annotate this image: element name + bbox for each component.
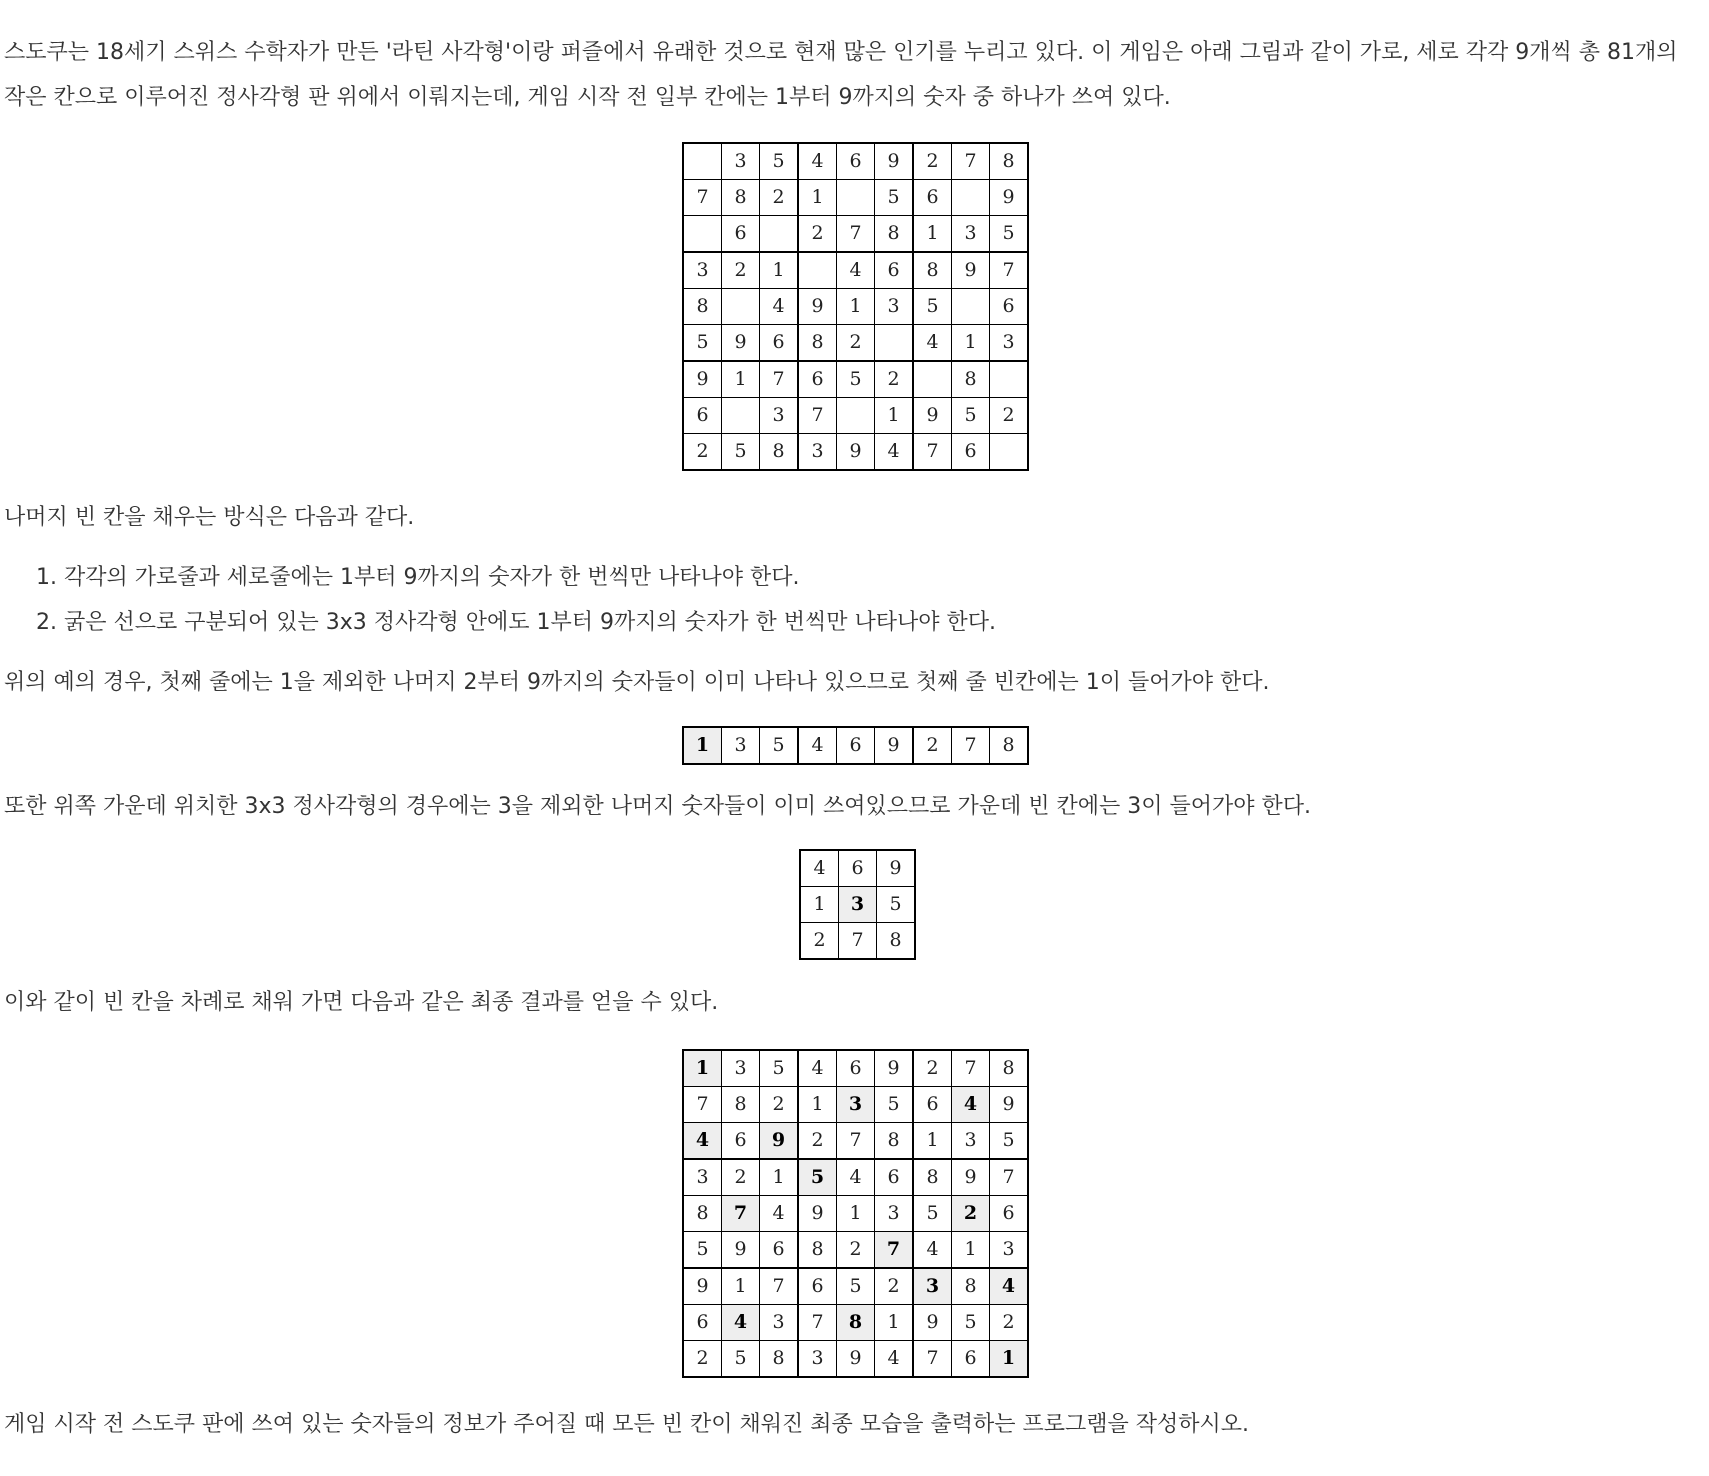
grid-cell: 3 [722,727,760,764]
grid-cell: 5 [952,1305,990,1341]
grid-cell: 4 [760,289,799,325]
grid-cell: 4 [683,1123,722,1160]
grid-cell: 4 [875,1341,914,1378]
grid-cell: 2 [722,1159,760,1196]
grid-cell: 3 [990,1232,1029,1269]
grid-cell: 8 [683,1196,722,1232]
grid-cell: 2 [913,727,952,764]
grid-cell: 3 [952,216,990,253]
grid-cell: 6 [837,1050,875,1087]
grid-cell: 7 [683,180,722,216]
grid-cell: 1 [798,180,837,216]
grid-cell: 7 [798,398,837,434]
grid-cell: 2 [837,325,875,362]
grid-cell: 2 [798,216,837,253]
grid-row [683,398,1028,434]
grid-cell: 2 [913,143,952,180]
grid-cell: 4 [760,1196,799,1232]
grid-row [683,252,1028,289]
grid-cell: 7 [839,923,877,960]
grid-cell: 1 [837,289,875,325]
grid-row [800,923,915,960]
grid-row [683,1196,1028,1232]
grid-row [683,325,1028,362]
grid-cell: 4 [913,1232,952,1269]
grid-cell: 3 [798,1341,837,1378]
grid-cell: 2 [952,1196,990,1232]
grid-cell: 5 [760,727,799,764]
grid-row [683,180,1028,216]
grid-cell: 6 [722,1123,760,1160]
intro-line-2: 작은 칸으로 이루어진 정사각형 판 위에서 이뤄지는데, 게임 시작 전 일부 칸에는 1부터 9까지의 숫자 중 하나가 쓰여 있다. [4,85,1171,110]
grid-cell: 6 [683,1305,722,1341]
grid-cell: 7 [837,1123,875,1160]
grid-cell: 3 [798,434,837,471]
grid-cell: 2 [800,923,839,960]
grid-cell [722,289,760,325]
grid-cell: 3 [990,325,1029,362]
grid-cell: 7 [990,1159,1029,1196]
grid-cell: 3 [760,398,799,434]
grid-row [683,1050,1028,1087]
grid-cell: 5 [722,1341,760,1378]
grid-cell: 6 [837,143,875,180]
grid-cell: 7 [913,1341,952,1378]
grid-cell: 6 [913,180,952,216]
grid-row [683,1305,1028,1341]
example-box-text: 또한 위쪽 가운데 위치한 3x3 정사각형의 경우에는 3을 제외한 나머지 숫자들이 이미 쓰여있으므로 가운데 빈 칸에는 3이 들어가야 한다. [4,794,1311,819]
grid-cell: 6 [875,1159,914,1196]
example-row-text: 위의 예의 경우, 첫째 줄에는 1을 제외한 나머지 2부터 9까지의 숫자들이 이미 나타나 있으므로 첫째 줄 빈칸에는 1이 들어가야 한다. [4,670,1270,695]
grid-cell: 9 [798,289,837,325]
grid-cell: 9 [952,1159,990,1196]
grid-cell: 8 [913,1159,952,1196]
grid-row [683,1087,1028,1123]
grid-cell: 3 [913,1268,952,1305]
grid-row [683,216,1028,253]
grid-cell: 3 [875,1196,914,1232]
fill-method-text: 나머지 빈 칸을 채우는 방식은 다음과 같다. [4,505,415,530]
grid-cell: 5 [683,1232,722,1269]
grid-cell: 8 [760,434,799,471]
grid-cell: 7 [952,727,990,764]
grid-cell: 9 [990,180,1029,216]
grid-cell: 1 [722,361,760,398]
grid-cell: 1 [683,727,722,764]
grid-cell: 2 [875,1268,914,1305]
grid-cell: 9 [875,727,914,764]
grid-cell: 8 [990,1050,1029,1087]
grid-row [683,289,1028,325]
grid-cell [875,325,914,362]
grid-cell: 8 [722,1087,760,1123]
grid-row [683,361,1028,398]
grid-cell [760,216,799,253]
grid-cell: 5 [877,887,916,923]
grid-cell: 5 [837,361,875,398]
grid-cell: 1 [837,1196,875,1232]
grid-cell: 7 [837,216,875,253]
grid-cell: 9 [877,850,916,887]
grid-cell: 8 [913,252,952,289]
grid-cell: 2 [990,1305,1029,1341]
grid-cell: 6 [875,252,914,289]
grid-cell [952,289,990,325]
grid-cell: 1 [683,1050,722,1087]
grid-cell: 5 [952,398,990,434]
grid-cell: 5 [798,1159,837,1196]
rules-list [36,555,996,645]
grid-cell: 2 [875,361,914,398]
grid-row [683,1268,1028,1305]
grid-cell: 8 [837,1305,875,1341]
grid-cell: 3 [722,143,760,180]
grid-cell: 6 [722,216,760,253]
grid-cell: 3 [760,1305,799,1341]
grid-cell: 1 [760,1159,799,1196]
grid-cell: 4 [875,434,914,471]
grid-cell: 7 [760,361,799,398]
grid-cell: 6 [990,289,1029,325]
grid-cell: 8 [952,1268,990,1305]
grid-cell: 5 [722,434,760,471]
rule-2: 2. 굵은 선으로 구분되어 있는 3x3 정사각형 안에도 1부터 9까지의 숫자가 한 번씩만 나타나야 한다. [36,610,996,635]
grid-row [683,1232,1028,1269]
grid-cell: 1 [798,1087,837,1123]
grid-cell: 3 [837,1087,875,1123]
grid-cell: 4 [798,143,837,180]
grid-row [683,1341,1028,1378]
grid-cell [837,398,875,434]
grid-cell: 1 [800,887,839,923]
grid-cell: 6 [683,398,722,434]
grid-cell: 7 [760,1268,799,1305]
grid-cell: 7 [683,1087,722,1123]
grid-cell: 5 [875,180,914,216]
puzzle-sudoku-grid [682,142,1029,471]
grid-cell: 1 [760,252,799,289]
grid-cell: 9 [722,1232,760,1269]
grid-cell: 3 [683,1159,722,1196]
grid-cell: 3 [722,1050,760,1087]
grid-cell: 7 [952,143,990,180]
grid-cell: 6 [952,1341,990,1378]
grid-row [800,887,915,923]
grid-cell: 5 [990,216,1029,253]
grid-cell: 2 [760,180,799,216]
grid-cell: 8 [952,361,990,398]
grid-cell: 5 [683,325,722,362]
grid-cell: 2 [760,1087,799,1123]
grid-row [683,727,1028,764]
grid-cell: 1 [913,216,952,253]
grid-cell: 1 [913,1123,952,1160]
rule-1: 1. 각각의 가로줄과 세로줄에는 1부터 9까지의 숫자가 한 번씩만 나타나야 한다. [36,565,800,590]
grid-cell [990,361,1029,398]
result-intro-text: 이와 같이 빈 칸을 차례로 채워 가면 다음과 같은 최종 결과를 얻을 수 있다. [4,990,719,1015]
grid-cell: 8 [760,1341,799,1378]
grid-cell: 7 [722,1196,760,1232]
grid-cell: 5 [837,1268,875,1305]
grid-cell: 6 [837,727,875,764]
intro-line-1: 스도쿠는 18세기 스위스 수학자가 만든 '라틴 사각형'이랑 퍼즐에서 유래한 것으로 현재 많은 인기를 누리고 있다. 이 게임은 아래 그림과 같이 가로, 세로 각각 9개씩 총 81개의 [4,40,1678,65]
grid-cell: 4 [800,850,839,887]
grid-cell: 5 [760,143,799,180]
grid-cell: 8 [798,1232,837,1269]
grid-cell: 4 [913,325,952,362]
grid-cell: 7 [990,252,1029,289]
grid-cell: 4 [798,727,837,764]
grid-cell [683,143,722,180]
grid-cell [952,180,990,216]
grid-cell: 9 [760,1123,799,1160]
grid-cell: 2 [913,1050,952,1087]
grid-cell: 9 [798,1196,837,1232]
grid-cell: 5 [760,1050,799,1087]
grid-cell [990,434,1029,471]
grid-cell: 6 [952,434,990,471]
grid-cell: 7 [913,434,952,471]
grid-cell: 2 [722,252,760,289]
grid-cell: 8 [990,143,1029,180]
grid-cell: 9 [875,1050,914,1087]
grid-cell: 2 [990,398,1029,434]
grid-cell: 3 [875,289,914,325]
grid-cell: 4 [990,1268,1029,1305]
solution-sudoku-grid [682,1049,1029,1378]
grid-cell: 8 [990,727,1029,764]
grid-cell: 9 [875,143,914,180]
example-box-grid [799,849,916,960]
grid-cell [798,252,837,289]
grid-cell: 6 [913,1087,952,1123]
grid-row [800,850,915,887]
grid-cell: 1 [990,1341,1029,1378]
grid-cell: 9 [913,398,952,434]
grid-cell: 3 [683,252,722,289]
grid-cell: 4 [722,1305,760,1341]
grid-cell: 2 [683,1341,722,1378]
grid-cell: 8 [877,923,916,960]
grid-cell: 8 [875,1123,914,1160]
grid-cell: 7 [875,1232,914,1269]
grid-cell: 6 [990,1196,1029,1232]
grid-cell: 5 [913,1196,952,1232]
grid-cell: 8 [722,180,760,216]
grid-cell: 9 [837,1341,875,1378]
grid-cell: 6 [760,1232,799,1269]
grid-cell: 1 [952,1232,990,1269]
grid-cell: 5 [913,289,952,325]
grid-cell: 6 [798,1268,837,1305]
grid-cell: 9 [683,361,722,398]
grid-cell: 4 [837,1159,875,1196]
grid-cell: 2 [837,1232,875,1269]
grid-cell: 9 [837,434,875,471]
grid-cell: 2 [798,1123,837,1160]
grid-cell: 9 [990,1087,1029,1123]
grid-row [683,1159,1028,1196]
grid-cell [683,216,722,253]
example-row-grid [682,726,1029,765]
grid-row [683,143,1028,180]
grid-cell: 9 [722,325,760,362]
grid-cell: 2 [683,434,722,471]
grid-cell: 1 [875,398,914,434]
grid-cell: 1 [722,1268,760,1305]
grid-cell: 4 [798,1050,837,1087]
grid-cell: 8 [798,325,837,362]
grid-cell [913,361,952,398]
grid-cell: 6 [760,325,799,362]
grid-cell: 1 [875,1305,914,1341]
grid-cell: 7 [952,1050,990,1087]
grid-cell: 4 [837,252,875,289]
grid-cell [837,180,875,216]
grid-row [683,1123,1028,1160]
grid-cell: 6 [839,850,877,887]
grid-cell: 7 [798,1305,837,1341]
grid-cell: 3 [839,887,877,923]
grid-cell: 9 [952,252,990,289]
grid-cell: 9 [913,1305,952,1341]
grid-cell: 5 [990,1123,1029,1160]
grid-cell: 5 [875,1087,914,1123]
grid-cell: 8 [875,216,914,253]
grid-cell: 6 [798,361,837,398]
grid-cell: 3 [952,1123,990,1160]
grid-cell: 4 [952,1087,990,1123]
task-text: 게임 시작 전 스도쿠 판에 쓰여 있는 숫자들의 정보가 주어질 때 모든 빈 칸이 채워진 최종 모습을 출력하는 프로그램을 작성하시오. [4,1412,1249,1437]
grid-row [683,434,1028,471]
grid-cell [722,398,760,434]
grid-cell: 8 [683,289,722,325]
grid-cell: 9 [683,1268,722,1305]
grid-cell: 1 [952,325,990,362]
